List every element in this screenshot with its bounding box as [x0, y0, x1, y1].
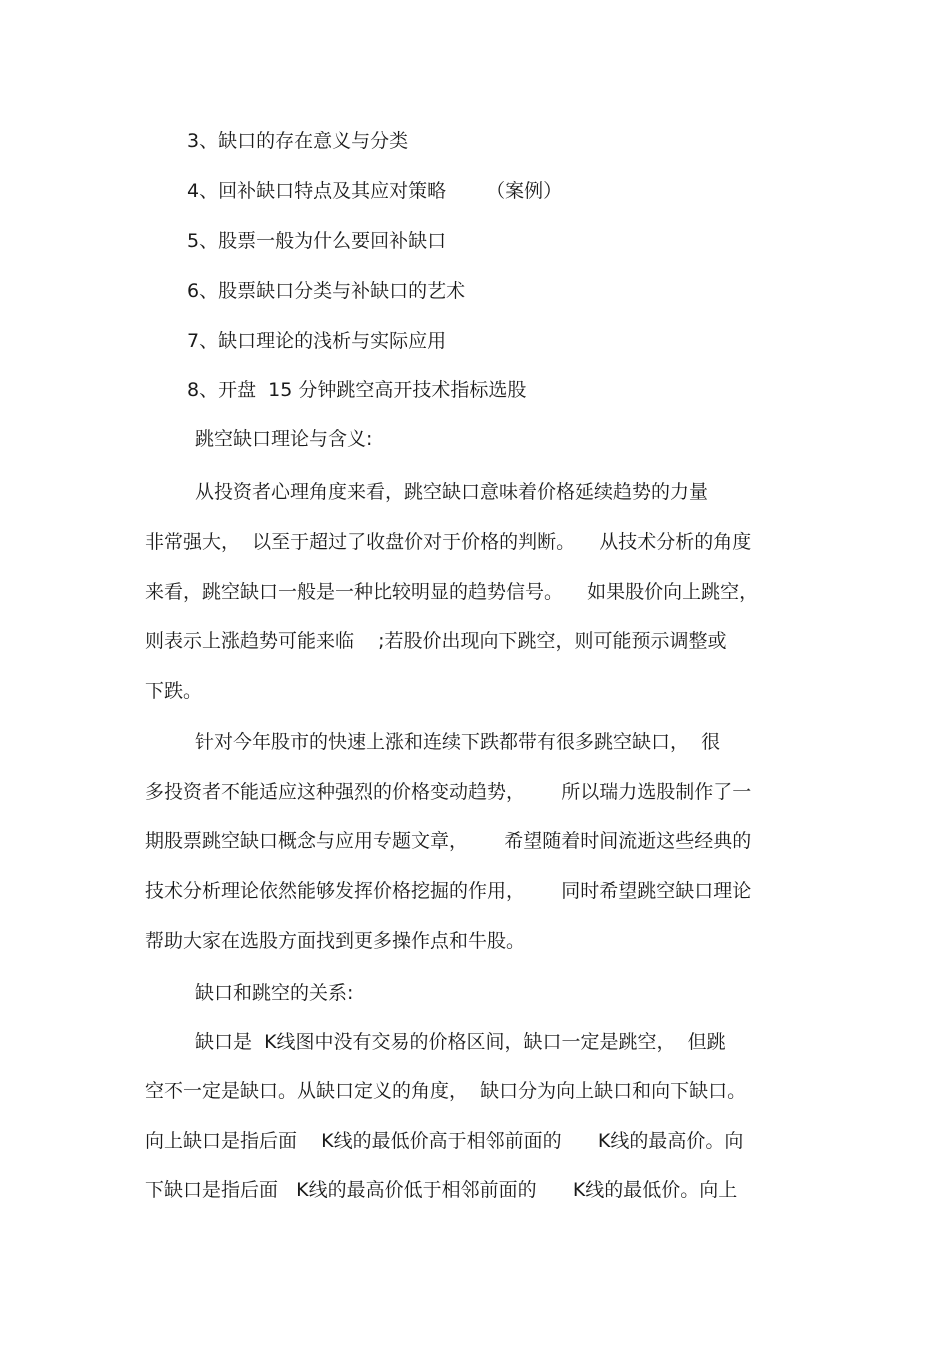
toc-item [187, 178, 562, 204]
section-heading: 跳空缺口理论与含义: [195, 428, 373, 450]
toc-item-text: 7、缺口理论的浅析与实际应用 [187, 330, 447, 352]
toc-item [187, 377, 526, 403]
toc-item-note: （案例） [486, 180, 563, 202]
paragraph-line: 从投资者心理角度来看，跳空缺口意味着价格延续趋势的力量 [195, 481, 709, 503]
toc-item-text: 3、缺口的存在意义与分类 [187, 130, 409, 152]
paragraph-line: 向上缺口是指后面 K线的最低价高于相邻前面的 K线的最高价。向 [145, 1130, 744, 1152]
toc-item [187, 328, 446, 354]
paragraph-line: 空不一定是缺口。从缺口定义的角度， 缺口分为向上缺口和向下缺口。 [145, 1080, 747, 1102]
paragraph-line: 针对今年股市的快速上涨和连续下跌都带有很多跳空缺口， 很 [195, 731, 721, 753]
toc-item [187, 228, 446, 254]
paragraph-line: 非常强大， 以至于超过了收盘价对于价格的判断。 从技术分析的角度 [145, 531, 752, 553]
paragraph-line: 下缺口是指后面 K线的最高价低于相邻前面的 K线的最低价。向上 [145, 1179, 738, 1201]
paragraph-line: 期股票跳空缺口概念与应用专题文章， 希望随着时间流逝这些经典的 [145, 830, 752, 852]
toc-item-text: 6、股票缺口分类与补缺口的艺术 [187, 280, 466, 302]
paragraph-line: 技术分析理论依然能够发挥价格挖掘的作用， 同时希望跳空缺口理论 [145, 880, 752, 902]
toc-item [187, 128, 408, 154]
paragraph-line: 缺口是 K线图中没有交易的价格区间，缺口一定是跳空， 但跳 [195, 1031, 726, 1053]
toc-item-text: 8、开盘 15 分钟跳空高开技术指标选股 [187, 379, 527, 401]
paragraph-line: 则表示上涨趋势可能来临 ;若股价出现向下跳空，则可能预示调整或 [145, 630, 727, 652]
paragraph-line: 下跌。 [145, 680, 203, 702]
toc-item-text: 5、股票一般为什么要回补缺口 [187, 230, 447, 252]
toc-item-text: 4、回补缺口特点及其应对策略 [187, 180, 447, 202]
paragraph-line: 来看，跳空缺口一般是一种比较明显的趋势信号。 如果股价向上跳空， [145, 581, 759, 603]
paragraph-line: 帮助大家在选股方面找到更多操作点和牛股。 [145, 930, 526, 952]
toc-item [187, 278, 465, 304]
section-heading: 缺口和跳空的关系: [195, 982, 354, 1004]
paragraph-line: 多投资者不能适应这种强烈的价格变动趋势， 所以瑞力选股制作了一 [145, 781, 752, 803]
